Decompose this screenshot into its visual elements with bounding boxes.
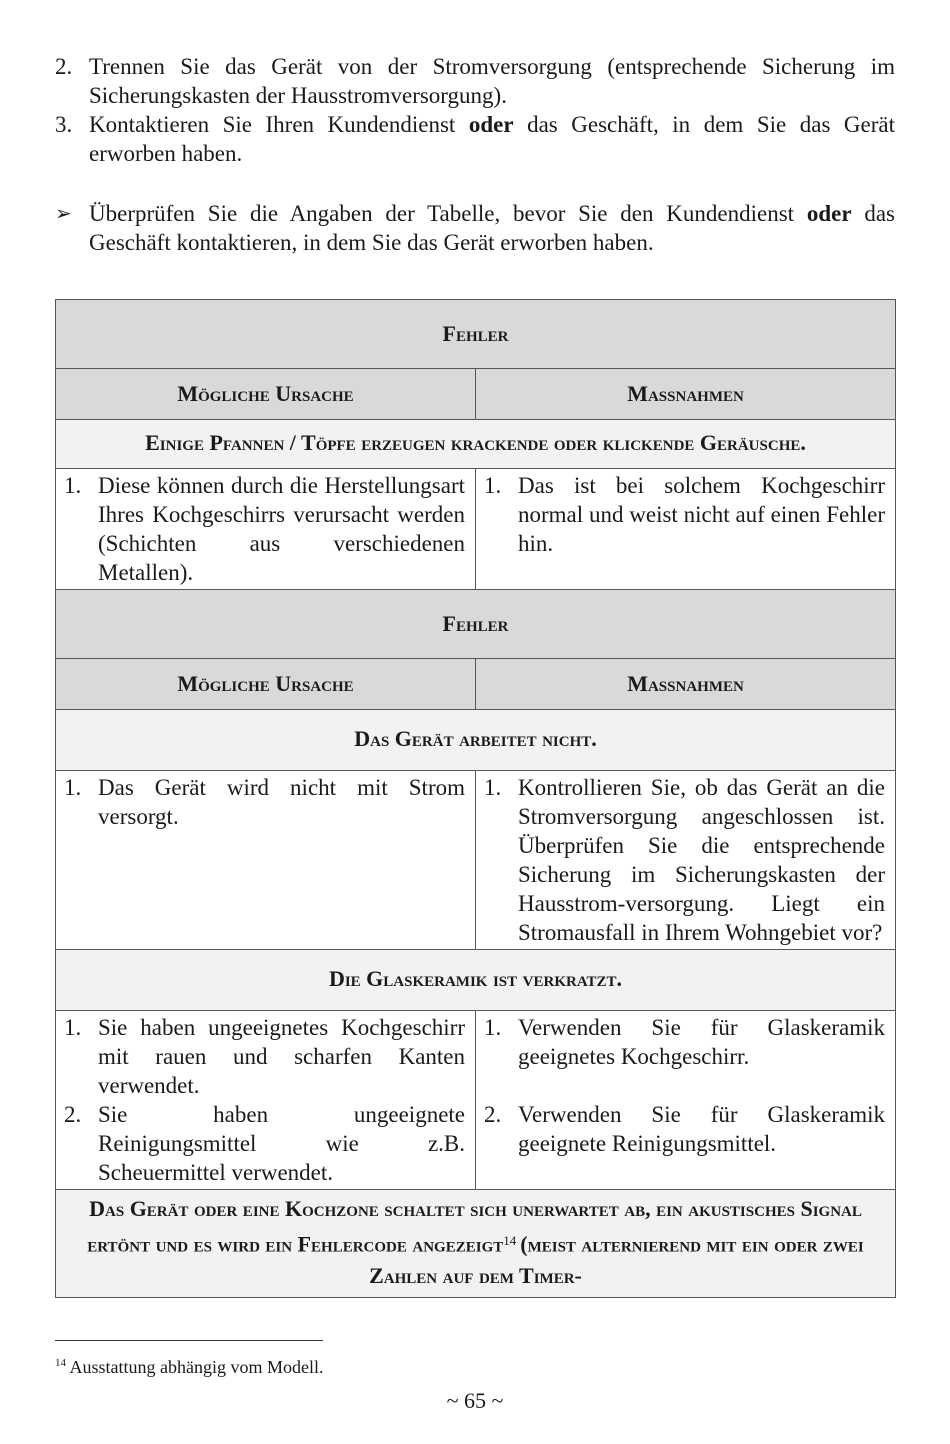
item-text: Sie haben ungeeignete Reinigungsmittel wie z.B. Scheuermittel verwendet. [98, 1102, 465, 1185]
footnote-text: Ausstattung abhängig vom Modell. [69, 1357, 324, 1377]
cause-item [64, 1100, 465, 1187]
item-number: 1. [484, 775, 502, 800]
cause-item [64, 1013, 465, 1100]
text-part: Kontaktieren Sie Ihren Kundendienst [89, 112, 469, 137]
footnote-divider [55, 1340, 323, 1341]
problem-title: Einige Pfannen / Töpfe erzeugen krackende oder klickende Geräusche. [145, 430, 806, 455]
cause-item [64, 471, 465, 587]
problem-title: Das Gerät oder eine Kochzone schaltet sich unerwartet ab, ein akustisches Signal ertönt und es wird ein Fehlercode angezeigt [87, 1196, 862, 1257]
item-number: 1. [484, 473, 502, 498]
problem-title: Die Glaskeramik ist verkratzt. [328, 966, 623, 991]
column-header-cause: Mögliche Ursache [177, 671, 354, 696]
item-text: Diese können durch die Herstellungsart Ihres Kochgeschirrs verursacht werden (Schichten aus verschiedenen Metallen). [98, 473, 465, 585]
bold-oder: oder [468, 112, 514, 137]
problem-title: Das Gerät arbeitet nicht. [354, 726, 597, 751]
action-item [484, 773, 885, 947]
troubleshooting-table [55, 299, 896, 1298]
table-row [56, 469, 896, 590]
table-header-fehler: Fehler [442, 611, 509, 636]
bullet-text [89, 199, 895, 257]
problem-row [56, 950, 896, 1011]
problem-row [56, 710, 896, 771]
item-text: Verwenden Sie für Glaskeramik geeignetes Kochgeschirr. [518, 1015, 886, 1069]
column-header-cause: Mögliche Ursache [177, 381, 354, 406]
item-number: 1. [64, 775, 82, 800]
cause-item [64, 773, 465, 831]
item-number: 2. [484, 1102, 502, 1127]
problem-row [56, 420, 896, 469]
bold-oder: oder [806, 201, 852, 226]
table-header-fehler: Fehler [442, 321, 509, 346]
column-header-action: Maßnahmen [627, 381, 744, 406]
list-item [55, 110, 895, 168]
intro-list [55, 52, 895, 168]
column-header-action: Maßnahmen [627, 671, 744, 696]
page-content [55, 52, 895, 1298]
item-number: 1. [64, 473, 82, 498]
list-text: Trennen Sie das Gerät von der Stromversorgung (entsprechende Sicherung im Sicherungskasten der Hausstromversorgung). [89, 54, 895, 108]
item-number: 1. [64, 1015, 82, 1040]
list-text [89, 110, 895, 168]
page-number: ~ 65 ~ [446, 1388, 504, 1413]
item-text: Verwenden Sie für Glaskeramik geeignete Reinigungsmittel. [518, 1102, 886, 1156]
item-text: Das ist bei solchem Kochgeschirr normal und weist nicht auf einen Fehler hin. [518, 473, 886, 556]
column-header-row [56, 659, 896, 710]
list-item [55, 52, 895, 110]
item-text: Sie haben ungeeignetes Kochgeschirr mit rauen und scharfen Kanten verwendet. [98, 1015, 465, 1098]
text-part: das Geschäft, in dem Sie das Gerät erworben haben. [89, 112, 895, 166]
table-row [56, 771, 896, 950]
table-header-row [56, 590, 896, 659]
footnote-ref: 14 [503, 1233, 517, 1248]
item-number: 2. [64, 1102, 82, 1127]
table-header-row [56, 300, 896, 369]
item-number: 1. [484, 1015, 502, 1040]
text-part: das Geschäft kontaktieren, in dem Sie das Gerät erworben haben. [89, 201, 895, 255]
arrow-bullet-icon: ➢ [55, 201, 72, 225]
problem-title-continued: (meist alternierend mit ein oder zwei Zahlen auf dem Timer- [369, 1231, 864, 1289]
problem-row [56, 1190, 896, 1298]
footnote-mark: 14 [55, 1357, 66, 1369]
text-part: Überprüfen Sie die Angaben der Tabelle, bevor Sie den Kundendienst [89, 201, 807, 226]
list-number: 2. [55, 54, 73, 79]
list-number: 3. [55, 112, 73, 137]
item-text: Das Gerät wird nicht mit Strom versorgt. [98, 775, 465, 829]
action-item [484, 471, 885, 558]
check-bullet [55, 199, 895, 257]
footnote [55, 1351, 324, 1379]
action-item [484, 1100, 885, 1158]
column-header-row [56, 369, 896, 420]
item-text: Kontrollieren Sie, ob das Gerät an die Stromversorgung angeschlossen ist. Überprüfen Sie die entsprechende Sicherung im Sicherungskasten der Hausstrom-versorgung. Liegt ein Stromausfall in Ihrem Wohngebiet vor? [518, 775, 886, 945]
table-row [56, 1011, 896, 1190]
action-item [484, 1013, 885, 1071]
